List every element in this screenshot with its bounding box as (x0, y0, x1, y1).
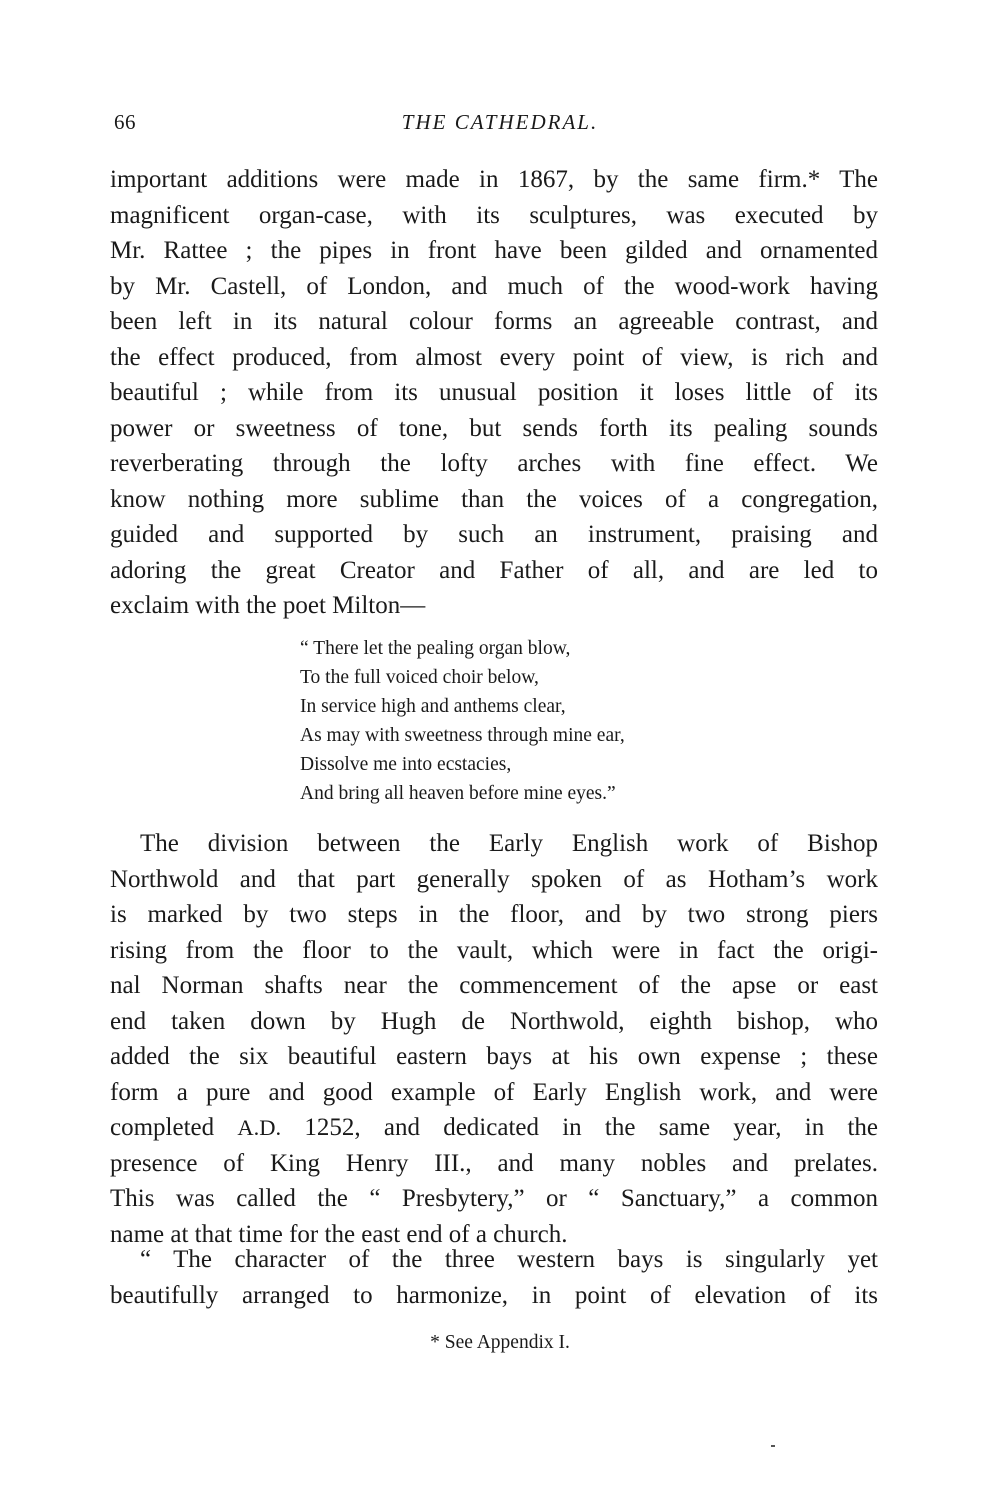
text-line: important additions were made in 1867, by the same firm.* The (110, 166, 878, 193)
text-line-with-date (110, 1110, 878, 1146)
text-line: is marked by two steps in the floor, and by two strong piers (110, 901, 878, 928)
poem-verse: To the full voiced choir below, (300, 667, 539, 688)
poem-verse: “ There let the pealing organ blow, (300, 638, 571, 659)
ink-speck (771, 1445, 775, 1447)
text-line: name at that time for the east end of a church. (110, 1220, 568, 1248)
text-line: by Mr. Castell, of London, and much of the wood-work having (110, 272, 878, 300)
paragraph-division (110, 826, 878, 1252)
poem-verse: In service high and anthems clear, (300, 696, 566, 717)
text-line: Mr. Rattee ; the pipes in front have been gilded and ornamented (110, 237, 878, 264)
poem-verse: As may with sweetness through mine ear, (300, 725, 625, 746)
text-line: guided and supported by such an instrument, praising and (110, 521, 878, 548)
page-number: 66 (114, 110, 136, 134)
text-line: end taken down by Hugh de Northwold, eighth bishop, who (110, 1007, 878, 1035)
text-line: beautiful ; while from its unusual position it loses little of its (110, 379, 878, 406)
text-line: the effect produced, from almost every point of view, is rich and (110, 343, 878, 371)
text-line: exclaim with the poet Milton— (110, 592, 426, 619)
text-line: reverberating through the lofty arches with fine effect. We (110, 450, 878, 477)
poem-verse: Dissolve me into ecstacies, (300, 754, 512, 775)
paragraph-western-bays (110, 1242, 878, 1313)
text-line: presence of King Henry III., and many nobles and prelates. (110, 1149, 878, 1177)
running-title: THE CATHEDRAL. (401, 110, 599, 134)
text-line: This was called the “ Presbytery,” or “ Sanctuary,” a common (110, 1185, 878, 1212)
text-line: magnificent organ-case, with its sculptures, was executed by (110, 201, 878, 229)
text-line: added the six beautiful eastern bays at his own expense ; these (110, 1043, 878, 1070)
text-line: been left in its natural colour forms an agreeable contrast, and (110, 308, 878, 335)
text-line: beautifully arranged to harmonize, in point of elevation of its (110, 1281, 878, 1309)
text-line: adoring the great Creator and Father of all, and are led to (110, 556, 878, 584)
era-abbreviation: A.D. (237, 1115, 282, 1140)
footnote: * See Appendix I. (430, 1332, 570, 1353)
text-line: nal Norman shafts near the commencement of the apse or east (110, 972, 878, 999)
poem-verse: And bring all heaven before mine eyes.” (300, 783, 616, 804)
text-line: The division between the Early English work of Bishop (140, 830, 878, 857)
text-segment: completed (110, 1114, 215, 1141)
text-line: know nothing more sublime than the voices of a congregation, (110, 485, 878, 513)
text-line: form a pure and good example of Early English work, and were (110, 1078, 878, 1106)
text-line: rising from the floor to the vault, which were in fact the origi- (110, 936, 878, 964)
text-line: Northwold and that part generally spoken of as Hotham’s work (110, 865, 878, 893)
text-line: “ The character of the three western bays is singularly yet (140, 1246, 878, 1273)
text-line: power or sweetness of tone, but sends forth its pealing sounds (110, 414, 878, 442)
text-segment: 1252, and dedicated in the same year, in the (304, 1114, 879, 1141)
milton-quotation (300, 634, 625, 808)
paragraph-organ (110, 162, 878, 624)
